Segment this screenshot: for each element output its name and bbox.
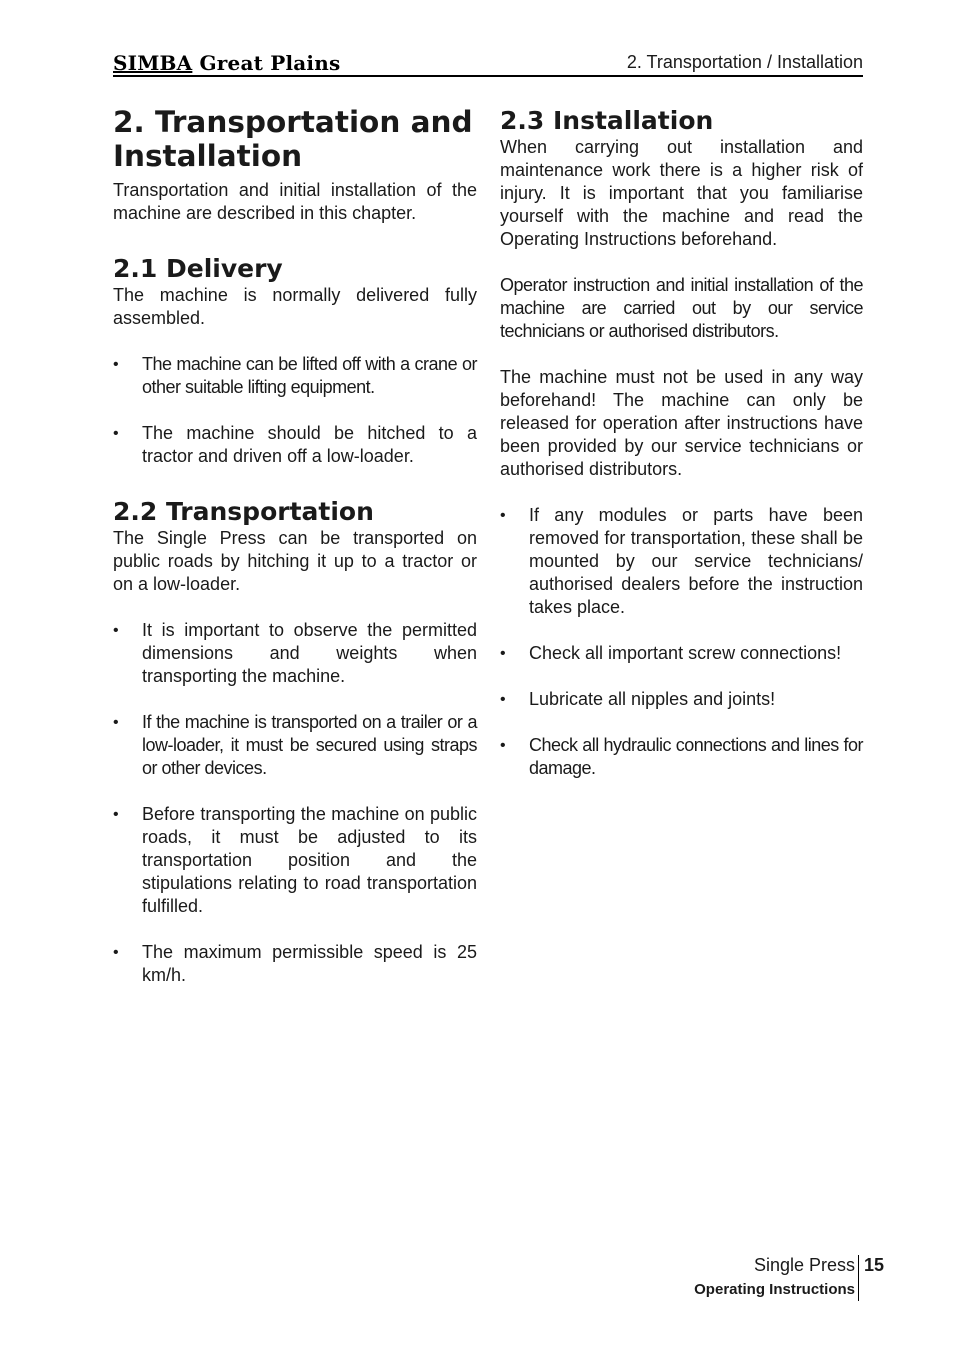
transportation-heading: 2.2 Transportation	[113, 497, 374, 526]
transportation-bullet: • It is important to observe the permitted dimensions and weights when transporting the machine.	[113, 619, 477, 688]
left-column	[113, 100, 477, 987]
footer-document-title: Single Press	[753, 1255, 855, 1275]
installation-bullet: • If any modules or parts have been removed for transportation, these shall be mounted by our service technicians/ authorised dealers before the instruction takes place.	[500, 504, 863, 619]
delivery-bullet: • The machine can be lifted off with a crane or other suitable lifting equipment.	[113, 353, 477, 399]
installation-bullet: • Check all hydraulic connections and lines for damage.	[500, 734, 863, 780]
brand-simba: SIMBA	[113, 51, 193, 75]
transportation-list	[113, 619, 477, 987]
transportation-text: The Single Press can be transported on public roads by hitching it up to a tractor or on a low-loader.	[113, 528, 477, 594]
installation-paragraph: When carrying out installation and maintenance work there is a higher risk of injury. It is important that you familiarise yourself with the machine and read the Operating Instructions beforehand.	[500, 137, 863, 249]
page-number: 15	[864, 1255, 885, 1275]
installation-list	[500, 504, 863, 780]
transportation-bullet: • Before transporting the machine on public roads, it must be adjusted to its transportation position and the stipulations relating to road transportation fulfilled.	[113, 803, 477, 918]
delivery-bullet: • The machine should be hitched to a tractor and driven off a low-loader.	[113, 422, 477, 468]
header-section-title: 2. Transportation / Installation	[626, 52, 863, 72]
installation-heading: 2.3 Installation	[500, 106, 714, 135]
installation-bullet: • Lubricate all nipples and joints!	[500, 688, 863, 711]
delivery-list	[113, 353, 477, 468]
brand-great-plains: Great Plains	[199, 51, 341, 75]
installation-paragraph: The machine must not be used in any way beforehand! The machine can only be released for operation after instructions have been provided by our service technicians or authorised distributors.	[500, 367, 863, 479]
delivery-heading: 2.1 Delivery	[113, 254, 283, 283]
delivery-text: The machine is normally delivered fully assembled.	[113, 285, 477, 328]
transportation-bullet: • The maximum permissible speed is 25 km/h.	[113, 941, 477, 987]
brand-logo	[113, 51, 340, 75]
footer-divider	[858, 1255, 859, 1301]
installation-bullet: • Check all important screw connections!	[500, 642, 863, 665]
right-column	[500, 105, 863, 780]
transportation-bullet: • If the machine is transported on a trailer or a low-loader, it must be secured using straps or other devices.	[113, 711, 477, 780]
chapter-intro: Transportation and initial installation of the machine are described in this chapter.	[113, 180, 477, 223]
chapter-title: 2. Transportation and Installation	[113, 105, 473, 173]
installation-paragraph: Operator instruction and initial installation of the machine are carried out by our service technicians or authorised distributors.	[500, 275, 863, 341]
page-header	[113, 48, 863, 77]
footer-document-subtitle: Operating Instructions	[694, 1281, 855, 1298]
